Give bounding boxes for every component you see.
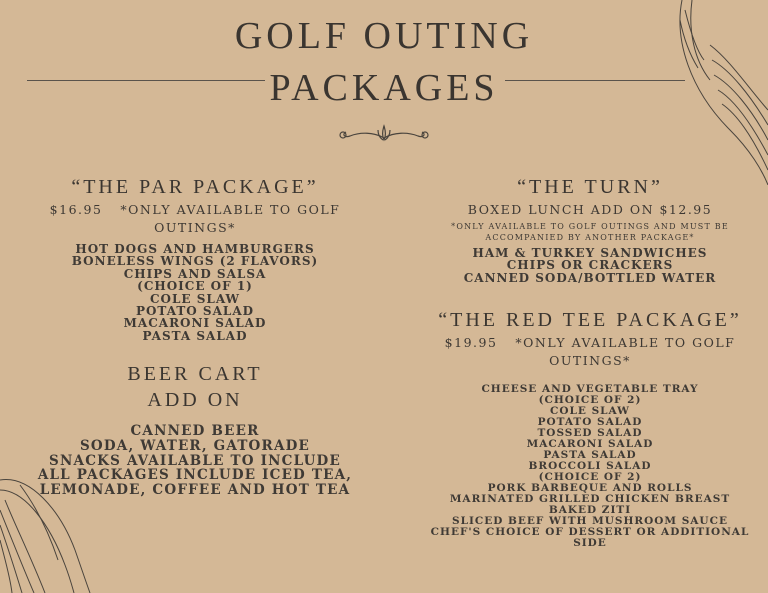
list-item: (CHOICE OF 1)	[137, 279, 253, 294]
list-item: COLE SLAW	[149, 291, 241, 306]
par-package-section	[20, 175, 370, 342]
red-tee-items	[420, 384, 760, 549]
list-item: BONELESS WINGS (2 FLAVORS)	[71, 254, 319, 269]
list-item: COLE SLAW	[550, 405, 630, 417]
list-item: MARINATED GRILLED CHICKEN BREAST	[449, 493, 731, 505]
list-item: CANNED BEER	[130, 423, 260, 439]
par-package-title: “THE PAR PACKAGE”	[71, 176, 319, 198]
list-item: SODA, WATER, GATORADE	[79, 437, 311, 454]
list-item: BROCCOLI SALAD	[528, 460, 652, 472]
list-item: ALL PACKAGES INCLUDE ICED TEA,	[37, 467, 353, 484]
par-package-note: *ONLY AVAILABLE TO GOLF OUTINGS*	[120, 202, 341, 235]
list-item: PASTA SALAD	[543, 449, 637, 461]
list-item: CHIPS OR CRACKERS	[506, 258, 674, 273]
list-item: POTATO SALAD	[135, 304, 255, 319]
list-item: PASTA SALAD	[142, 328, 248, 343]
list-item: SNACKS AVAILABLE TO INCLUDE	[49, 452, 341, 469]
the-turn-subtitle: BOXED LUNCH ADD ON $12.95	[467, 202, 713, 217]
the-turn-items	[420, 247, 760, 284]
list-item: LEMONADE, COFFEE AND HOT TEA	[39, 482, 351, 499]
beer-cart-items	[20, 424, 370, 498]
red-tee-price: $19.95	[444, 335, 498, 350]
the-turn-note: *ONLY AVAILABLE TO GOLF OUTINGS AND MUST BE ACCOMPANIED BY ANOTHER PACKAGE*	[451, 222, 729, 242]
par-package-items	[20, 243, 370, 342]
list-item: (CHOICE OF 2)	[538, 394, 642, 406]
par-package-price: $16.95	[49, 202, 103, 217]
red-tee-title: “THE RED TEE PACKAGE”	[438, 309, 742, 331]
ornament-flourish-icon	[338, 122, 430, 144]
beer-cart-title: BEER CART	[127, 363, 263, 385]
beer-cart-section	[20, 362, 370, 498]
list-item: CHEF'S CHOICE OF DESSERT OR ADDITIONAL SIDE	[430, 526, 750, 549]
page-title: GOLF OUTING	[234, 15, 534, 57]
list-item: CANNED SODA/BOTTLED WATER	[463, 270, 717, 285]
red-tee-note: *ONLY AVAILABLE TO GOLF OUTINGS*	[515, 335, 736, 368]
the-turn-title: “THE TURN”	[517, 176, 663, 198]
list-item: HAM & TURKEY SANDWICHES	[472, 246, 708, 260]
list-item: PORK BARBEQUE AND ROLLS	[487, 482, 693, 494]
list-item: BAKED ZITI	[548, 504, 632, 516]
list-item: SLICED BEEF WITH MUSHROOM SAUCE	[452, 515, 728, 527]
the-turn-section	[420, 175, 760, 284]
list-item: HOT DOGS AND HAMBURGERS	[75, 242, 315, 256]
list-item: CHEESE AND VEGETABLE TRAY	[481, 383, 699, 395]
list-item: POTATO SALAD	[537, 416, 643, 428]
list-item: (CHOICE OF 2)	[538, 471, 642, 483]
page-title-line2: PACKAGES	[269, 67, 499, 109]
list-item: CHIPS AND SALSA	[123, 266, 267, 281]
list-item: TOSSED SALAD	[537, 427, 643, 439]
list-item: MACARONI SALAD	[123, 316, 267, 331]
red-tee-section	[420, 308, 760, 549]
beer-cart-subtitle: ADD ON	[147, 389, 243, 411]
list-item: MACARONI SALAD	[526, 438, 654, 450]
